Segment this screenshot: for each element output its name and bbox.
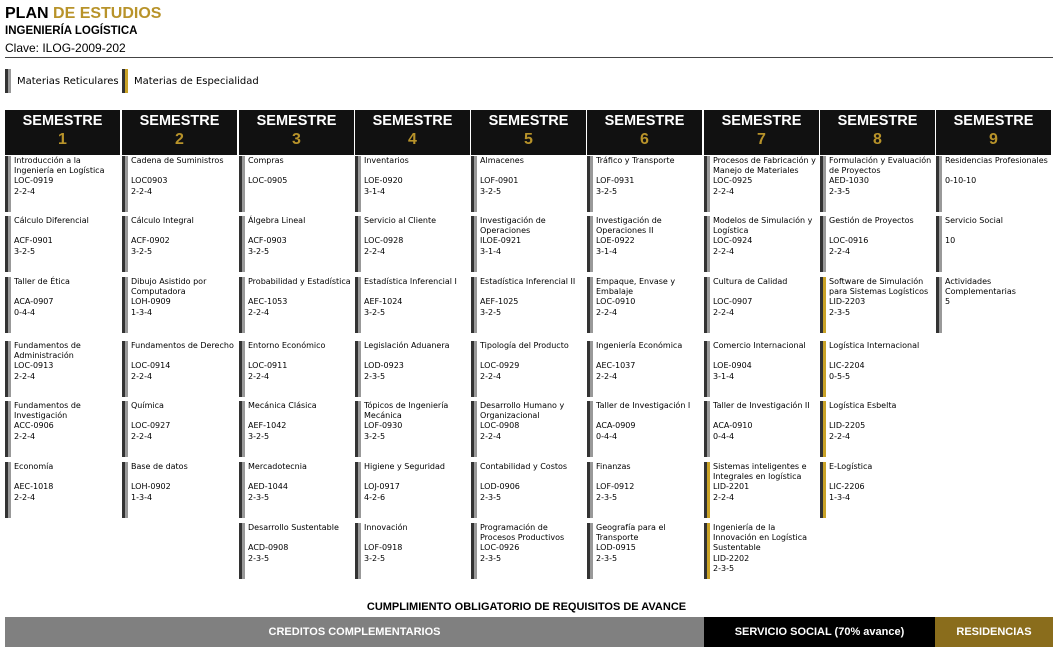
course-name: Formulación y Evaluación de Proyectos	[829, 156, 932, 176]
course-card	[5, 216, 120, 272]
course-card	[704, 216, 819, 272]
course-credits: 3-2-5	[131, 246, 153, 256]
header-divider	[5, 57, 1053, 58]
course-credits: 3-1-4	[364, 186, 386, 196]
course-credits: 1-3-4	[131, 492, 153, 502]
course-code: LOD-0923	[364, 361, 404, 371]
course-name: Servicio al Cliente	[364, 216, 437, 225]
course-card	[239, 523, 354, 579]
course-credits: 2-2-4	[480, 431, 502, 441]
course-card	[936, 277, 1051, 333]
course-name: Mercadotecnia	[248, 462, 307, 471]
course-card	[820, 156, 935, 212]
course-name: Cálculo Integral	[131, 216, 194, 225]
course-credits: 2-3-5	[480, 492, 502, 502]
course-card	[5, 156, 120, 212]
course-name: Probabilidad y Estadística	[248, 277, 351, 286]
course-card	[239, 462, 354, 518]
course-name: Logística Internacional	[829, 341, 920, 350]
course-code: LOC-0928	[364, 236, 404, 246]
semester-label: SEMESTRE	[372, 113, 453, 129]
course-card	[704, 523, 819, 579]
course-name: Residencias Profesionales	[945, 156, 1048, 165]
course-credits: 2-3-5	[480, 553, 502, 563]
course-name: Sistemas inteligentes e Integrales en logística	[713, 462, 807, 482]
course-name: Modelos de Simulación y Logística	[713, 216, 813, 236]
course-credits: 3-1-4	[596, 246, 618, 256]
course-credits: 3-2-5	[364, 431, 386, 441]
course-credits: 3-2-5	[248, 246, 270, 256]
course-card	[355, 216, 470, 272]
course-credits: 0-4-4	[713, 431, 735, 441]
course-card	[239, 341, 354, 397]
course-code: LOF-0931	[596, 176, 635, 186]
residencias-label: RESIDENCIAS	[956, 626, 1032, 638]
course-name: Empaque, Envase y Embalaje	[596, 277, 676, 297]
course-credits: 2-2-4	[596, 371, 618, 381]
plan-title-accent: DE ESTUDIOS	[53, 5, 162, 22]
course-card	[122, 462, 237, 518]
course-name: Finanzas	[596, 462, 631, 471]
course-name: Higiene y Seguridad	[364, 462, 445, 471]
semester-label: SEMESTRE	[22, 113, 103, 129]
course-card	[936, 156, 1051, 212]
semester-number: 1	[58, 131, 67, 148]
course-code: LOC-0916	[829, 236, 869, 246]
course-credits: 2-2-4	[14, 492, 36, 502]
semester-number: 5	[524, 131, 533, 148]
course-name: Legislación Aduanera	[364, 341, 450, 350]
creditos-complementarios-bar	[5, 617, 704, 647]
course-card	[471, 341, 586, 397]
course-code: ACA-0909	[596, 421, 636, 431]
course-credits: 2-2-4	[829, 246, 851, 256]
course-card	[5, 401, 120, 457]
course-card	[5, 462, 120, 518]
course-code: 10	[945, 236, 956, 246]
course-code: ACA-0910	[713, 421, 753, 431]
course-credits: 2-2-4	[131, 431, 153, 441]
requirements-title: CUMPLIMIENTO OBLIGATORIO DE REQUISITOS DE AVANCE	[366, 601, 687, 613]
course-credits: 2-2-4	[829, 431, 851, 441]
course-code: 5	[945, 297, 951, 307]
course-code: ACF-0903	[248, 236, 287, 246]
course-code: LOC-0907	[713, 297, 753, 307]
plan-title-plain: PLAN	[5, 5, 49, 22]
course-code: AEF-1025	[480, 297, 519, 307]
course-credits: 0-4-4	[14, 307, 36, 317]
semester-label: SEMESTRE	[139, 113, 220, 129]
semester-number: 7	[757, 131, 766, 148]
course-code: ACC-0906	[14, 421, 54, 431]
course-code: 0-10-10	[945, 176, 977, 186]
course-name: Taller de Investigación II	[713, 401, 810, 410]
course-name: Tipología del Producto	[480, 341, 569, 350]
course-card	[471, 156, 586, 212]
course-card	[704, 341, 819, 397]
career-name: INGENIERÍA LOGÍSTICA	[5, 25, 138, 37]
legend-especialidad-label: Materias de Especialidad	[134, 75, 259, 87]
course-card	[5, 341, 120, 397]
course-name: Desarrollo Sustentable	[248, 523, 339, 532]
course-credits: 2-3-5	[248, 553, 270, 563]
course-credits: 2-2-4	[713, 307, 735, 317]
course-card	[355, 277, 470, 333]
semester-label: SEMESTRE	[604, 113, 685, 129]
course-credits: 2-3-5	[596, 553, 618, 563]
course-code: ACF-0901	[14, 236, 53, 246]
plan-clave: Clave: ILOG-2009-202	[5, 41, 126, 55]
semester-number: 4	[408, 131, 417, 148]
course-card	[820, 277, 935, 333]
course-credits: 3-2-5	[480, 307, 502, 317]
course-name: Introducción a la Ingeniería en Logística	[14, 156, 105, 176]
plan-title	[5, 5, 161, 23]
course-name: Innovación	[364, 523, 408, 532]
course-credits: 2-3-5	[596, 492, 618, 502]
course-credits: 2-2-4	[713, 186, 735, 196]
course-code: LOC-0914	[131, 361, 171, 371]
course-card	[820, 401, 935, 457]
course-card	[471, 462, 586, 518]
course-card	[239, 216, 354, 272]
course-card	[587, 401, 702, 457]
semester-header-5	[471, 110, 586, 155]
course-name: Tópicos de Ingeniería Mecánica	[364, 401, 449, 421]
course-card	[704, 401, 819, 457]
course-name: Procesos de Fabricación y Manejo de Materiales	[713, 156, 816, 176]
course-card	[122, 401, 237, 457]
course-credits: 0-4-4	[596, 431, 618, 441]
especialidad-swatch	[122, 69, 128, 93]
course-code: AEF-1024	[364, 297, 403, 307]
course-credits: 2-3-5	[364, 371, 386, 381]
course-credits: 2-2-4	[596, 307, 618, 317]
course-code: LOC0903	[131, 176, 168, 186]
semester-label: SEMESTRE	[721, 113, 802, 129]
course-credits: 3-2-5	[248, 431, 270, 441]
course-name: Servicio Social	[945, 216, 1004, 225]
course-credits: 3-1-4	[713, 371, 735, 381]
semester-header-7	[704, 110, 819, 155]
course-card	[122, 341, 237, 397]
course-code: ACF-0902	[131, 236, 170, 246]
semester-number: 9	[989, 131, 998, 148]
course-credits: 2-2-4	[14, 371, 36, 381]
course-name: Química	[131, 401, 164, 410]
course-code: ACA-0907	[14, 297, 54, 307]
course-card	[355, 341, 470, 397]
semester-header-4	[355, 110, 470, 155]
course-name: Inventarios	[364, 156, 409, 165]
semester-label: SEMESTRE	[256, 113, 337, 129]
course-name: Entorno Económico	[248, 341, 326, 350]
course-card	[5, 277, 120, 333]
course-name: Tráfico y Transporte	[596, 156, 675, 165]
course-credits: 3-2-5	[364, 307, 386, 317]
course-code: LID-2205	[829, 421, 866, 431]
course-card	[122, 156, 237, 212]
course-code: AED-1044	[248, 482, 288, 492]
course-name: Geografía para el Transporte	[596, 523, 666, 543]
course-code: LOE-0920	[364, 176, 403, 186]
course-card	[355, 523, 470, 579]
course-name: Ingeniería Económica	[596, 341, 683, 350]
residencias-bar	[935, 617, 1053, 647]
course-credits: 3-2-5	[596, 186, 618, 196]
course-card	[587, 156, 702, 212]
course-name: Contabilidad y Costos	[480, 462, 568, 471]
course-credits: 4-2-6	[364, 492, 386, 502]
course-card	[355, 156, 470, 212]
course-code: LOC-0924	[713, 236, 753, 246]
course-code: ILOE-0921	[480, 236, 522, 246]
course-card	[471, 277, 586, 333]
course-code: LOH-0909	[131, 297, 171, 307]
course-credits: 0-5-5	[829, 371, 851, 381]
course-name: Fundamentos de Derecho	[131, 341, 234, 350]
course-code: LIC-2206	[829, 482, 865, 492]
semester-header-3	[239, 110, 354, 155]
course-code: LOF-0901	[480, 176, 519, 186]
course-card	[587, 216, 702, 272]
course-name: Taller de Investigación I	[596, 401, 691, 410]
course-code: LOF-0930	[364, 421, 403, 431]
course-name: Comercio Internacional	[713, 341, 806, 350]
course-card	[355, 462, 470, 518]
course-code: LID-2201	[713, 482, 750, 492]
course-code: LOJ-0917	[364, 482, 400, 492]
course-code: LOD-0915	[596, 543, 636, 553]
course-name: Investigación de Operaciones	[480, 216, 546, 236]
course-name: Actividades Complementarias	[945, 277, 1016, 297]
course-credits: 2-2-4	[131, 186, 153, 196]
course-card	[820, 462, 935, 518]
semester-number: 3	[292, 131, 301, 148]
course-card	[587, 523, 702, 579]
course-name: Base de datos	[131, 462, 188, 471]
course-credits: 2-3-5	[248, 492, 270, 502]
course-card	[587, 462, 702, 518]
course-name: Ingeniería de la Innovación en Logística Sustentable	[713, 523, 808, 553]
course-code: LOC-0905	[248, 176, 288, 186]
course-name: Cadena de Suministros	[131, 156, 224, 165]
semester-header-8	[820, 110, 935, 155]
semester-number: 2	[175, 131, 184, 148]
course-credits: 2-2-4	[480, 371, 502, 381]
course-credits: 2-2-4	[131, 371, 153, 381]
course-code: AEC-1037	[596, 361, 636, 371]
semester-label: SEMESTRE	[837, 113, 918, 129]
course-credits: 2-2-4	[713, 492, 735, 502]
course-name: Almacenes	[480, 156, 524, 165]
course-card	[355, 401, 470, 457]
course-name: Cálculo Diferencial	[14, 216, 89, 225]
course-code: LID-2202	[713, 553, 750, 563]
course-code: LOC-0910	[596, 297, 636, 307]
course-code: LOC-0929	[480, 361, 520, 371]
semester-label: SEMESTRE	[953, 113, 1034, 129]
course-code: AED-1030	[829, 176, 869, 186]
reticular-swatch	[5, 69, 11, 93]
course-card	[239, 401, 354, 457]
course-credits: 2-2-4	[713, 246, 735, 256]
course-code: AEF-1042	[248, 421, 287, 431]
semester-number: 8	[873, 131, 882, 148]
course-card	[239, 277, 354, 333]
course-code: LOC-0908	[480, 421, 520, 431]
course-credits: 3-2-5	[14, 246, 36, 256]
course-card	[820, 216, 935, 272]
course-name: Cultura de Calidad	[713, 277, 788, 286]
course-credits: 2-2-4	[14, 186, 36, 196]
course-name: Álgebra Lineal	[248, 216, 306, 225]
course-name: Compras	[248, 156, 284, 165]
course-credits: 3-2-5	[364, 553, 386, 563]
course-name: Software de Simulación para Sistemas Logísticos	[829, 277, 929, 297]
course-name: Mecánica Clásica	[248, 401, 317, 410]
course-card	[471, 216, 586, 272]
course-card	[471, 401, 586, 457]
course-code: AEC-1018	[14, 482, 54, 492]
course-credits: 2-3-5	[829, 186, 851, 196]
course-code: LOE-0922	[596, 236, 635, 246]
course-name: Gestión de Proyectos	[829, 216, 914, 225]
course-card	[820, 341, 935, 397]
course-code: LOC-0911	[248, 361, 288, 371]
course-name: Investigación de Operaciones II	[596, 216, 662, 236]
semester-header-6	[587, 110, 702, 155]
course-name: Logística Esbelta	[829, 401, 897, 410]
course-name: Economía	[14, 462, 54, 471]
legend-especialidad	[122, 69, 259, 93]
course-code: LOD-0906	[480, 482, 520, 492]
course-card	[239, 156, 354, 212]
course-card	[587, 341, 702, 397]
course-code: LOH-0902	[131, 482, 171, 492]
course-credits: 1-3-4	[829, 492, 851, 502]
course-name: Taller de Ética	[14, 277, 70, 286]
course-code: LOC-0925	[713, 176, 753, 186]
course-credits: 3-2-5	[480, 186, 502, 196]
servicio-social-bar	[704, 617, 935, 647]
course-code: LOF-0918	[364, 543, 403, 553]
course-name: Fundamentos de Administración	[14, 341, 81, 361]
course-name: Fundamentos de Investigación	[14, 401, 81, 421]
course-name: Estadística Inferencial II	[480, 277, 576, 286]
course-name: Estadística Inferencial I	[364, 277, 457, 286]
semester-header-2	[122, 110, 237, 155]
course-card	[122, 216, 237, 272]
course-credits: 2-2-4	[364, 246, 386, 256]
course-credits: 2-2-4	[248, 307, 270, 317]
course-code: LOF-0912	[596, 482, 635, 492]
course-credits: 2-3-5	[829, 307, 851, 317]
course-name: Dibujo Asistido por Computadora	[131, 277, 207, 297]
semester-header-1	[5, 110, 120, 155]
course-credits: 1-3-4	[131, 307, 153, 317]
course-name: Programación de Procesos Productivos	[480, 523, 565, 543]
course-code: LOC-0926	[480, 543, 520, 553]
creditos-complementarios-label: CREDITOS COMPLEMENTARIOS	[268, 626, 441, 638]
course-card	[704, 156, 819, 212]
course-card	[587, 277, 702, 333]
course-card	[471, 523, 586, 579]
semester-label: SEMESTRE	[488, 113, 569, 129]
course-code: AEC-1053	[248, 297, 288, 307]
course-name: Desarrollo Humano y Organizacional	[480, 401, 565, 421]
course-code: LOC-0919	[14, 176, 54, 186]
course-code: LIC-2204	[829, 361, 865, 371]
semester-number: 6	[640, 131, 649, 148]
course-credits: 3-1-4	[480, 246, 502, 256]
course-credits: 2-3-5	[713, 563, 735, 573]
course-credits: 2-2-4	[14, 431, 36, 441]
legend-reticular-label: Materias Reticulares	[17, 75, 119, 87]
course-code: ACD-0908	[248, 543, 289, 553]
course-card	[122, 277, 237, 333]
course-code: LID-2203	[829, 297, 866, 307]
course-code: LOC-0927	[131, 421, 171, 431]
course-name: E-Logística	[829, 462, 873, 471]
course-card	[704, 462, 819, 518]
servicio-social-label: SERVICIO SOCIAL (70% avance)	[734, 626, 905, 638]
course-card	[936, 216, 1051, 272]
course-card	[704, 277, 819, 333]
course-code: LOE-0904	[713, 361, 752, 371]
course-code: LOC-0913	[14, 361, 54, 371]
legend-reticular	[5, 69, 119, 93]
semester-header-9	[936, 110, 1051, 155]
course-credits: 2-2-4	[248, 371, 270, 381]
